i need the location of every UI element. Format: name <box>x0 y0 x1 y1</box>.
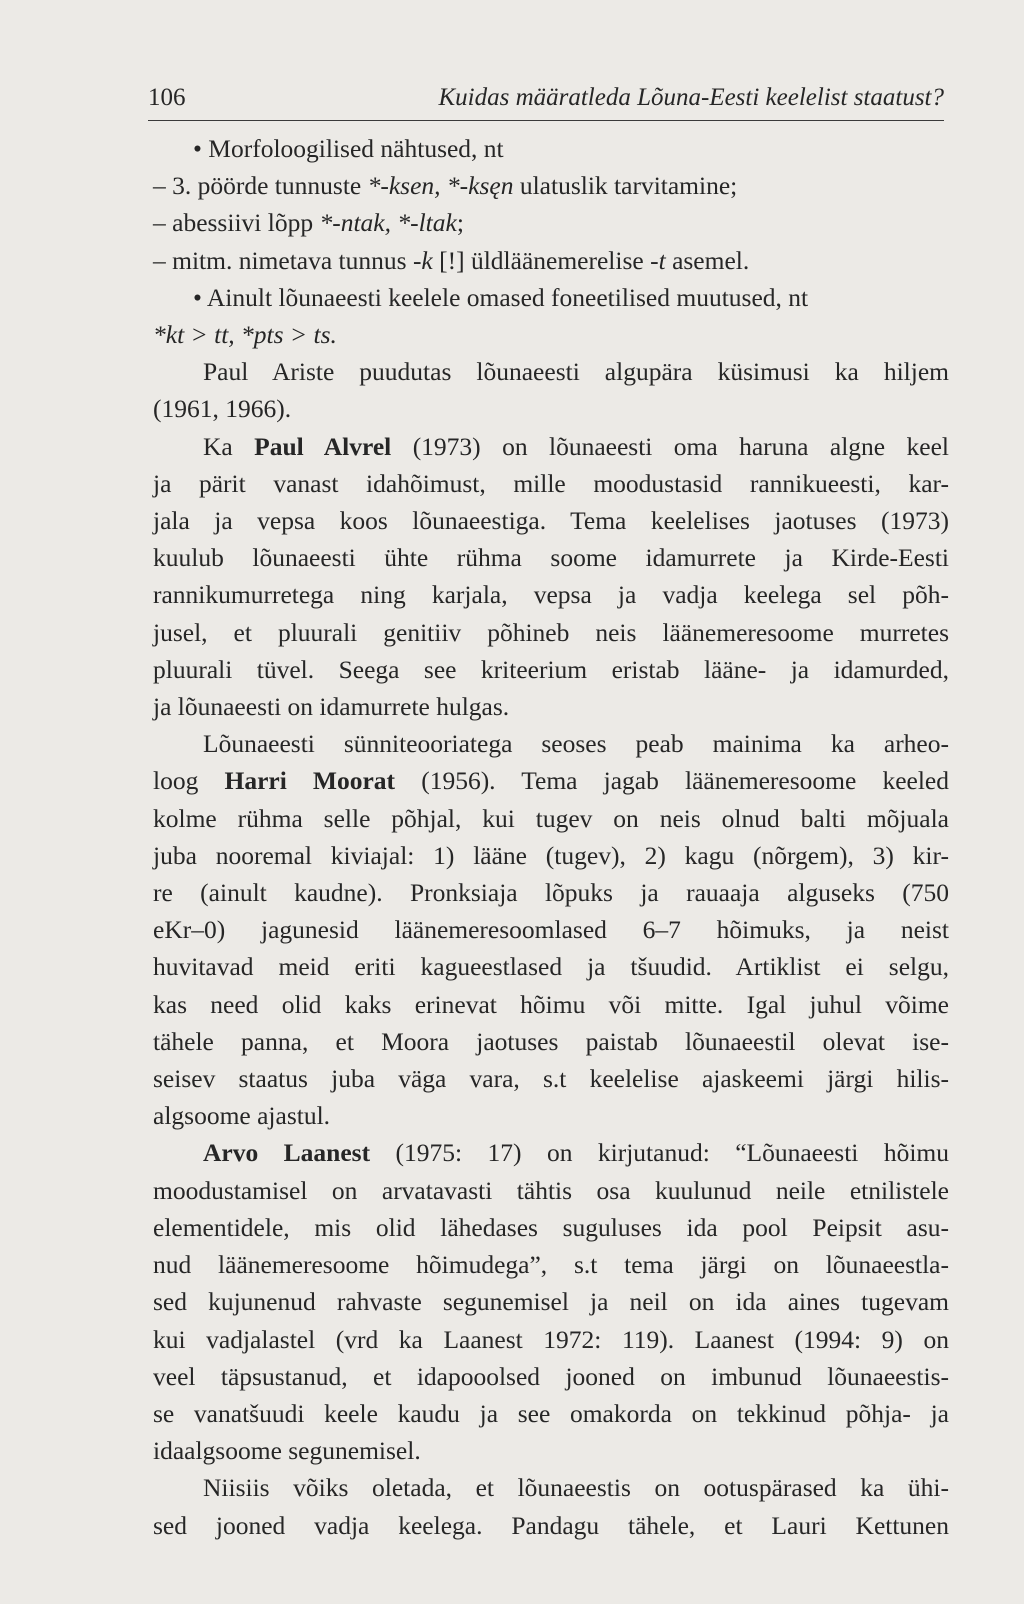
paragraph-line: sed jooned vadja keelega. Pandagu tähele, et Lauri Kettunen <box>153 1510 949 1540</box>
paragraph-line: kui vadjalastel (vrd ka Laanest 1972: 119). Laanest (1994: 9) on <box>153 1324 949 1354</box>
paragraph-line: jala ja vepsa koos lõunaeestiga. Tema keelelises jaotuses (1973) <box>153 506 949 536</box>
paragraph-line: nud läänemeresoome hõimudega”, s.t tema järgi on lõunaeestla- <box>153 1250 949 1280</box>
paragraph-line: Niisiis võiks oletada, et lõunaeestis on ootuspärased ka ühi- <box>203 1473 949 1503</box>
bullet-phonetic: • Ainult lõunaeesti keelele omased foneetilised muutused, nt <box>193 282 809 312</box>
body-text <box>153 130 949 1544</box>
paragraph-line: ja lõunaeesti on idamurrete hulgas. <box>153 692 510 722</box>
paragraph-line: Ka Paul Alvrel (1973) on lõunaeesti oma haruna algne keel <box>203 431 950 461</box>
paragraph-line: eKr–0) jagunesid läänemeresoomlased 6–7 hõimuks, ja neist <box>153 915 949 945</box>
paragraph-line: Arvo Laanest (1975: 17) on kirjutanud: “Lõunaeesti hõimu <box>203 1138 949 1168</box>
paragraph-line: sed kujunenud rahvaste segunemisel ja neil on ida aines tugevam <box>153 1287 949 1317</box>
page-number: 106 <box>148 84 186 111</box>
page-header <box>148 80 944 121</box>
running-title: Kuidas määratleda Lõuna-Eesti keelelist staatust? <box>438 84 944 111</box>
paragraph-line: re (ainult kaudne). Pronksiaja lõpuks ja rauaaja alguseks (750 <box>153 878 949 908</box>
paragraph-line: ja pärit vanast idahõimust, mille moodustasid rannikueesti, kar- <box>153 468 949 498</box>
list-item-3rd-conjugation: – 3. pöörde tunnuste *-ksen, *-ksęn ulatuslik tarvitamine; <box>153 171 738 201</box>
paragraph-line: jusel, et pluurali genitiiv põhineb neis läänemeresoome murretes <box>153 617 949 647</box>
paragraph-line: idaalgsoome segunemisel. <box>153 1436 421 1466</box>
phonetic-forms: *kt > tt, *pts > ts. <box>153 320 337 350</box>
list-item-abessive: – abessiivi lõpp *-ntak, *-ltak; <box>153 208 464 238</box>
paragraph-line: kolme rühma selle põhjal, kui tugev on neis olnud balti mõjuala <box>153 803 949 833</box>
paragraph-line: moodustamisel on arvatavasti tähtis osa kuulunud neile etnilistele <box>153 1175 949 1205</box>
paragraph-line: juba nooremal kiviajal: 1) lääne (tugev), 2) kagu (nõrgem), 3) kir- <box>153 840 949 870</box>
paragraph-line: kuulub lõunaeesti ühte rühma soome idamurrete ja Kirde-Eesti <box>153 543 949 573</box>
bullet-morphology: • Morfoloogilised nähtused, nt <box>193 134 504 163</box>
paragraph-line: Paul Ariste puudutas lõunaeesti algupära küsimusi ka hiljem <box>203 357 949 387</box>
paragraph-line: (1961, 1966). <box>153 394 292 424</box>
paragraph-line: algsoome ajastul. <box>153 1101 331 1131</box>
paragraph-line: huvitavad meid eriti kagueestlased ja tšuudid. Artiklist ei selgu, <box>153 952 949 982</box>
paragraph-line: elementidele, mis olid lähedases suguluses ida pool Peipsit asu- <box>153 1212 949 1242</box>
paragraph-line: rannikumurretega ning karjala, vepsa ja vadja keelega sel põh- <box>153 580 949 610</box>
list-item-plural-nominative: – mitm. nimetava tunnus -k [!] üldläänemerelise -t asemel. <box>153 245 750 275</box>
author-name: Paul Alvrel <box>254 431 392 461</box>
paragraph-line: pluurali tüvel. Seega see kriteerium eristab lääne- ja idamurded, <box>153 654 949 684</box>
paragraph-line: Lõunaeesti sünniteooriatega seoses peab mainima ka arheo- <box>203 729 949 759</box>
author-name: Harri Moorat <box>224 766 396 796</box>
paragraph-line: veel täpsustanud, et idapooolsed jooned on imbunud lõunaeestis- <box>153 1361 949 1391</box>
paragraph-line: tähele panna, et Moora jaotuses paistab lõunaeestil olevat ise- <box>153 1026 949 1056</box>
paragraph-line: se vanatšuudi keele kaudu ja see omakorda on tekkinud põhja- ja <box>153 1398 949 1428</box>
paragraph-line: kas need olid kaks erinevat hõimu või mitte. Igal juhul võime <box>153 989 949 1019</box>
paragraph-line: loog Harri Moorat (1956). Tema jagab läänemeresoome keeled <box>153 766 949 796</box>
author-name: Arvo Laanest <box>203 1138 371 1168</box>
paragraph-line: seisev staatus juba väga vara, s.t keelelise ajaskeemi järgi hilis- <box>153 1064 949 1094</box>
